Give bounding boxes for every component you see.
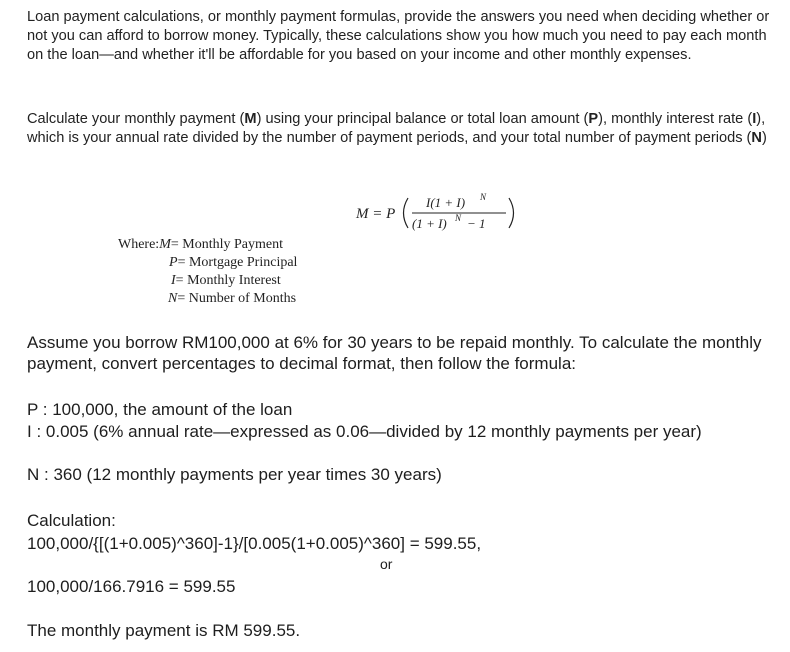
legend-meaning: = Monthly Payment: [170, 237, 283, 252]
right-paren: [509, 198, 514, 228]
desc-m: M: [244, 111, 257, 127]
formula-graphic: [356, 190, 526, 236]
desc-part-2: ) using your principal balance or total loan amount (: [256, 111, 589, 127]
or-separator: or: [380, 556, 393, 572]
legend-symbol: N: [168, 291, 178, 306]
calculation-label: Calculation:: [27, 511, 116, 530]
denominator-exponent: N: [455, 213, 462, 223]
desc-n: N: [751, 130, 762, 146]
numerator-exponent: N: [480, 192, 487, 202]
left-paren: [404, 198, 409, 228]
legend-meaning: = Mortgage Principal: [177, 255, 298, 270]
assumption-paragraph: Assume you borrow RM100,000 at 6% for 30 years to be repaid monthly. To calculate the monthly payment, convert percentages to decimal format, then follow the formula:: [27, 333, 762, 373]
desc-i: I: [752, 111, 757, 127]
desc-part-1: Calculate your monthly payment (: [27, 111, 245, 127]
desc-part-4: ), which is your annual rate divided by the number of payment periods, and your total number of payment periods (: [27, 111, 766, 146]
desc-part-5: ): [761, 130, 767, 146]
legend-row-i: [118, 272, 297, 290]
formula-legend: [118, 236, 297, 308]
calculation-line-1: 100,000/{[(1+0.005)^360]-1}/[0.005(1+0.005)^360] = 599.55,: [27, 534, 482, 553]
value-p: P : 100,000, the amount of the loan: [27, 400, 293, 419]
legend-meaning: = Monthly Interest: [175, 273, 281, 288]
legend-row-m: [118, 236, 297, 254]
value-i: I : 0.005 (6% annual rate—expressed as 0.06—divided by 12 monthly payments per year): [27, 422, 702, 441]
value-n: N : 360 (12 monthly payments per year times 30 years): [27, 465, 442, 484]
desc-part-3: ), monthly interest rate (: [598, 111, 753, 127]
intro-paragraph: Loan payment calculations, or monthly payment formulas, provide the answers you need when deciding whether or not you can afford to borrow money. Typically, these calculations show you how much you need to pay each month on the loan—and whether it'll be affordable for you based on your income and other monthly expenses.: [27, 9, 770, 63]
desc-p: P: [588, 111, 599, 127]
denominator-minus-one: − 1: [467, 216, 486, 231]
legend-meaning: = Number of Months: [177, 291, 297, 306]
legend-symbol: I: [171, 273, 176, 288]
calculation-line-2: 100,000/166.7916 = 599.55: [27, 577, 236, 596]
legend-row-n: [118, 290, 297, 308]
legend-symbol: M: [159, 237, 171, 252]
formula-lhs: M = P: [356, 206, 396, 222]
calculation-description: [27, 110, 772, 148]
legend-prefix: Where:: [118, 237, 160, 252]
loan-formula: [356, 190, 526, 241]
formula-numerator: I(1 + I): [426, 195, 466, 210]
formula-denominator: (1 + I): [412, 216, 447, 231]
result-statement: The monthly payment is RM 599.55.: [27, 621, 301, 640]
legend-symbol: P: [169, 255, 178, 270]
legend-row-p: [118, 254, 297, 272]
